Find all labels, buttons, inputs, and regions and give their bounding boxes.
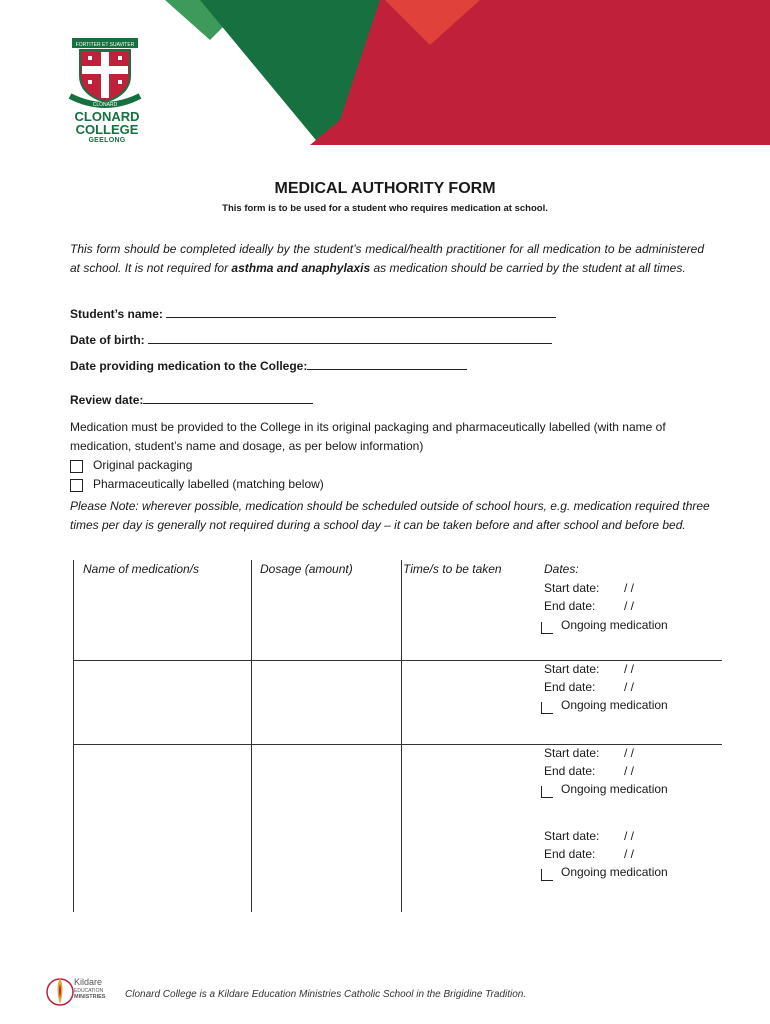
table-col-divider-2 xyxy=(401,560,402,912)
header-dosage: Dosage (amount) xyxy=(260,562,353,576)
kildare-education-ministries-logo xyxy=(40,968,120,1012)
review-date-field[interactable] xyxy=(70,391,313,407)
review-date-line[interactable] xyxy=(143,391,313,404)
original-packaging-checkbox[interactable] xyxy=(70,460,83,473)
student-name-line[interactable] xyxy=(166,305,556,318)
pharma-labelled-label: Pharmaceutically labelled (matching below) xyxy=(93,477,324,491)
intro-paragraph: This form should be completed ideally by the student’s medical/health practitioner for all medication to be administered at school. It is not required for asthma and anaphylaxis as medication should be carried by the student at all times. xyxy=(70,242,704,275)
table-row-divider-1 xyxy=(73,660,722,661)
row4-ongoing-label: Ongoing medication xyxy=(561,865,668,879)
row3-end-date[interactable]: End date: / / xyxy=(544,764,635,778)
row1-ongoing-checkbox[interactable] xyxy=(541,622,553,634)
original-packaging-label: Original packaging xyxy=(93,458,193,472)
header-times: Time/s to be taken xyxy=(403,562,502,576)
header-medication-name: Name of medication/s xyxy=(83,562,200,576)
logo-text-education: EDUCATION xyxy=(74,988,104,994)
footer-text: Clonard College is a Kildare Education Ministries Catholic School in the Brigidine Tradition. xyxy=(125,989,527,1000)
review-date-label: Review date: xyxy=(70,393,144,407)
form-subtitle: This form is to be used for a student who requires medication at school. xyxy=(222,203,548,214)
date-of-birth-field[interactable] xyxy=(70,331,552,347)
college-name: CLONARD COLLEGE xyxy=(74,109,140,137)
logo-text-ministries: MINISTRIES xyxy=(74,994,106,1000)
row1-start-date[interactable]: Start date: / / xyxy=(544,581,635,595)
row2-start-date[interactable]: Start date: / / xyxy=(544,662,635,676)
medication-paragraph: Medication must be provided to the College in its original packaging and pharmaceutically labelled (with name of medication, student’s name and dosage, as per below information) xyxy=(70,420,666,453)
pharma-labelled-checkbox[interactable] xyxy=(70,479,83,492)
row1-ongoing-label: Ongoing medication xyxy=(561,618,668,632)
crest-motto-bottom: CLONARD xyxy=(92,102,118,108)
row4-ongoing-checkbox[interactable] xyxy=(541,869,553,881)
table-left-border xyxy=(73,560,74,912)
row2-end-date[interactable]: End date: / / xyxy=(544,680,635,694)
row3-ongoing-label: Ongoing medication xyxy=(561,782,668,796)
crest-motto-top: FORTITER ET SUAVITER xyxy=(75,42,135,48)
row2-ongoing-label: Ongoing medication xyxy=(561,698,668,712)
row4-start-date[interactable]: Start date: / / xyxy=(544,829,635,843)
form-title: MEDICAL AUTHORITY FORM xyxy=(274,180,496,197)
logo-text-kildare: Kildare xyxy=(74,977,103,987)
row3-start-date[interactable]: Start date: / / xyxy=(544,746,635,760)
row3-ongoing-checkbox[interactable] xyxy=(541,786,553,798)
college-crest-logo xyxy=(66,36,144,110)
date-providing-label: Date providing medication to the College: xyxy=(70,359,308,373)
student-name-field[interactable] xyxy=(70,305,556,321)
date-of-birth-label: Date of birth: xyxy=(70,333,145,347)
row4-end-date[interactable]: End date: / / xyxy=(544,847,635,861)
date-of-birth-line[interactable] xyxy=(148,331,552,344)
row2-ongoing-checkbox[interactable] xyxy=(541,702,553,714)
header-dates: Dates: xyxy=(544,562,579,576)
date-providing-line[interactable] xyxy=(307,357,467,370)
college-location: GEELONG xyxy=(88,137,126,144)
date-providing-field[interactable] xyxy=(70,357,467,373)
table-row-divider-2 xyxy=(73,744,722,745)
row1-end-date[interactable]: End date: / / xyxy=(544,599,635,613)
student-name-label: Student’s name: xyxy=(70,307,163,321)
please-note: Please Note: wherever possible, medication should be scheduled outside of school hours, e.g. medication required three times per day is generally not required during a school day – it can be taken before and after school and before bed. xyxy=(70,499,710,532)
table-col-divider-1 xyxy=(251,560,252,912)
